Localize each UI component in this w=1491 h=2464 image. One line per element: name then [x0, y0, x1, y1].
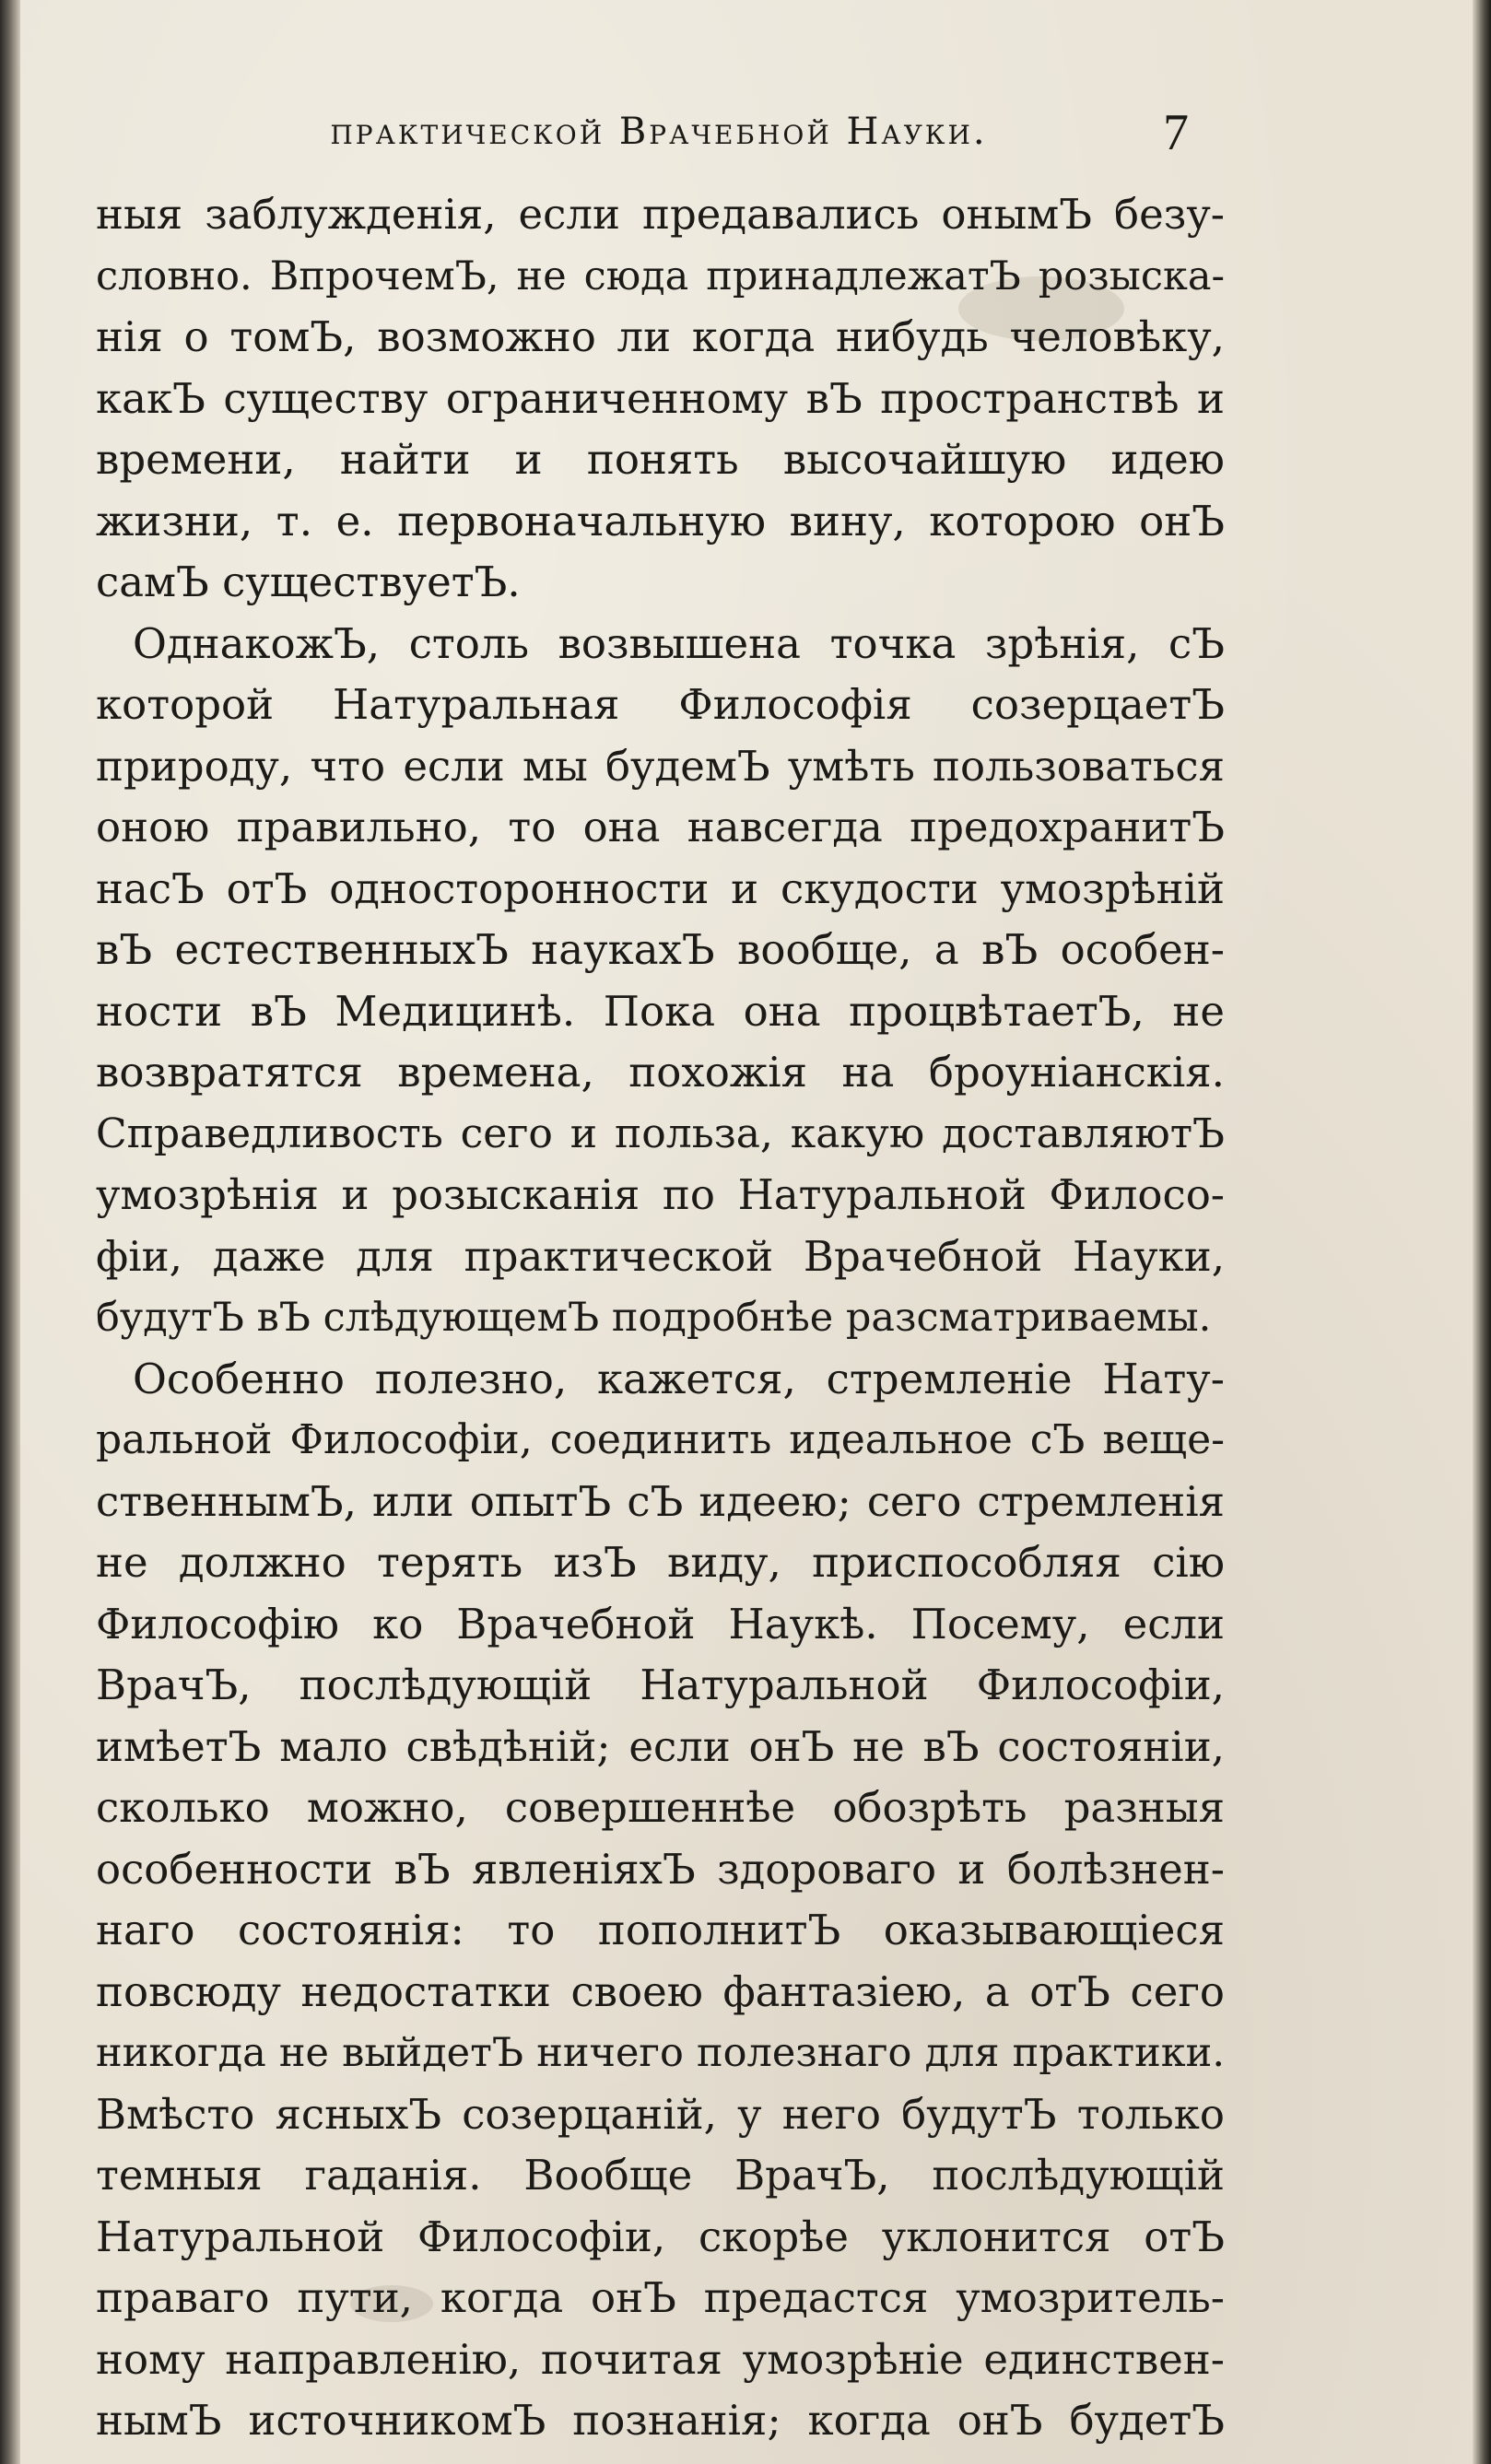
text-line: словно. ВпрочемЪ, не сюда принадлежатЪ розыска-	[96, 252, 1225, 299]
text-line: какЪ существу ограниченному вЪ пространствѣ и	[96, 373, 1225, 423]
text-line: Натуральной Философіи, скорѣе уклонится отЪ	[96, 2212, 1225, 2261]
text-line: самЪ существуетЪ.	[96, 557, 521, 606]
text-line: праваго пути, когда онЪ предастся умозритель-	[96, 2273, 1225, 2322]
text-line: ныя заблужденія, если предавались онымЪ безу-	[96, 190, 1225, 239]
page-edge-right	[1473, 0, 1491, 2464]
text-line: ральной Философіи, соединить идеальное сЪ веще-	[96, 1416, 1225, 1463]
text-line: нія о томЪ, возможно ли когда нибудь человѣку,	[96, 312, 1225, 361]
text-line: природу, что если мы будемЪ умѣть пользоваться	[96, 741, 1225, 791]
text-line: жизни, т. е. первоначальную вину, которою онЪ	[96, 496, 1225, 546]
text-line: особенности вЪ явленіяхЪ здороваго и болѣзнен-	[96, 1844, 1225, 1894]
page-number: 7	[1163, 104, 1189, 161]
text-line: будутЪ вЪ слѣдующемЪ подробнѣе разсматриваемы.	[96, 1295, 1212, 1341]
text-body	[96, 184, 1225, 2452]
text-line: Справедливость сего и польза, какую доставляютЪ	[96, 1109, 1225, 1157]
text-line: времени, найти и понять высочайшую идею	[96, 435, 1225, 484]
text-line: нымЪ источникомЪ познанія; когда онЪ будетЪ	[96, 2396, 1225, 2445]
text-line: наго состоянія: то пополнитЪ оказывающіеся	[96, 1906, 1225, 1954]
text-line: никогда не выйдетЪ ничего полезнаго для практики.	[96, 2030, 1225, 2076]
text-line: сколько можно, совершеннѣе обозрѣть разныя	[96, 1783, 1225, 1832]
text-line: Вмѣсто ясныхЪ созерцаній, у него будутЪ только	[96, 2089, 1225, 2139]
text-line: ному направленію, почитая умозрѣніе единствен-	[96, 2334, 1225, 2384]
text-line: фіи, даже для практической Врачебной Науки,	[96, 1231, 1225, 1281]
text-line: не должно терять изЪ виду, приспособляя сію	[96, 1538, 1225, 1587]
binding-shadow-left	[0, 0, 20, 2464]
text-line: вЪ естественныхЪ наукахЪ вообще, а вЪ особен-	[96, 925, 1225, 974]
paragraph-start-line: Особенно полезно, кажется, стремленіе Нату-	[133, 1354, 1225, 1403]
text-line: умозрѣнія и розысканія по Натуральной Филосо-	[96, 1170, 1225, 1219]
text-line: имѣетЪ мало свѣдѣній; если онЪ не вЪ состояніи,	[96, 1721, 1225, 1771]
text-line: насЪ отЪ односторонности и скудости умозрѣній	[96, 863, 1225, 913]
text-line: ВрачЪ, послѣдующій Натуральной Философіи,	[96, 1660, 1225, 1709]
paragraph-start-line: ОднакожЪ, столь возвышена точка зрѣнія, сЪ	[133, 618, 1225, 668]
text-line: возвратятся времена, похожія на броуніанскія.	[96, 1048, 1225, 1097]
text-line: оною правильно, то она навсегда предохранитЪ	[96, 803, 1225, 851]
text-line: темныя гаданія. Вообще ВрачЪ, послѣдующій	[96, 2151, 1225, 2200]
running-title: практической Врачебной Науки.	[330, 111, 988, 153]
text-line: ности вЪ Медицинѣ. Пока она процвѣтаетЪ, не	[96, 986, 1225, 1036]
text-line: повсюду недостатки своею фантазіею, а отЪ сего	[96, 1966, 1225, 2016]
text-line: Философію ко Врачебной Наукѣ. Посему, если	[96, 1599, 1225, 1649]
text-line: которой Натуральная Философія созерцаетЪ	[96, 680, 1225, 729]
text-line: ственнымЪ, или опытЪ сЪ идеею; сего стремленія	[96, 1476, 1225, 1526]
